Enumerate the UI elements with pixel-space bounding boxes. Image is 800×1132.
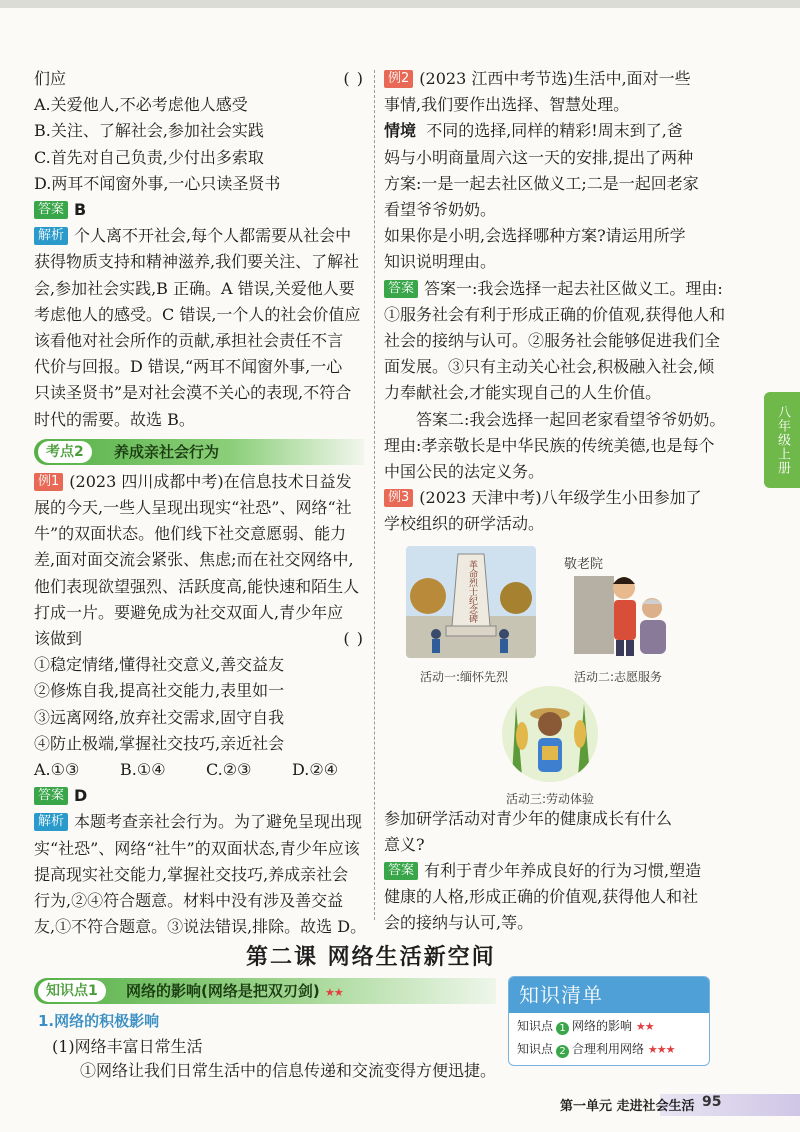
option-a: A.关爱他人,不必考虑他人感受 (34, 95, 248, 115)
example1-line: 该做到 ( ) (34, 629, 364, 649)
analysis-line: 时代的需要。故选 B。 (34, 409, 195, 429)
example2-line: 例2 (2023 江西中考节选)生活中,面对一些 (384, 66, 724, 92)
right-column (384, 66, 724, 937)
scenario-label: 情境 (384, 121, 417, 141)
analysis-line: 代价与回报。D 错误,“两耳不闻窗外事,一心 (34, 357, 343, 377)
example3-question: 参加研学活动对青少年的健康成长有什么 (384, 808, 673, 828)
activity-illustrations-bottom (384, 686, 724, 806)
lesson-title: 第二课 网络生活新空间 (246, 945, 496, 970)
kaodian-title: 养成亲社会行为 (114, 442, 220, 461)
page-number: 95 (702, 1094, 722, 1110)
option-c: C.首先对自己负责,少付出多索取 (34, 147, 264, 167)
knowledge-list-item: 知识点 1 网络的影响 ★★ (517, 1019, 654, 1034)
example1-answer: 答案 D (34, 783, 364, 809)
example3-answer: 答案 有利于青少年养成良好的行为习惯,塑造 (384, 858, 724, 884)
example1-item: ④防止极端,掌握社交技巧,亲近社会 (34, 733, 285, 753)
example3-question: 意义? (384, 834, 425, 854)
example3-line: 学校组织的研学活动。 (384, 514, 545, 534)
scenario-line: 看望爷爷奶奶。 (384, 200, 497, 220)
monument-illustration (406, 546, 536, 658)
analysis-line: 考虑他人的感受。C 错误,一个人的社会价值应 (34, 304, 361, 324)
example1-line: 他们表现欲望强烈、活跃度高,能快速和陌生人 (34, 576, 360, 596)
example2-line: 事情,我们要作出选择、智慧处理。 (384, 95, 630, 115)
answer1-line: 力奉献社会,才能实现自己的人生价值。 (384, 383, 662, 403)
question-line: 知识说明理由。 (384, 252, 497, 272)
example3-answer: 会的接纳与认可,等。 (384, 913, 534, 933)
activity-illustrations-top (384, 546, 724, 686)
analysis-line: 会,参加社会实践,B 正确。A 错误,关爱他人要 (34, 278, 355, 298)
answer2-line: 理由:孝亲敬长是中华民族的传统美德,也是每个 (384, 435, 715, 455)
knowledge-list-box (508, 976, 710, 1066)
column-divider (374, 70, 375, 920)
left-column (34, 66, 367, 941)
example1-options: A.①③ B.①④ C.②③ D.②④ (34, 760, 339, 780)
caption-activity1: 活动一:缅怀先烈 (420, 669, 509, 684)
answer1-line: 答案 答案一:我会选择一起去社区做义工。理由: (384, 276, 724, 302)
analysis-line: 只读圣贤书”是对社会漠不关心的表现,不符合 (34, 383, 352, 403)
unit-title: 第一单元 走进社会生活 (560, 1099, 695, 1114)
knowledge-list-item: 知识点 2 合理利用网络 ★★★ (517, 1042, 675, 1057)
scenario-line: 妈与小明商量周六这一天的安排,提出了两种 (384, 147, 694, 167)
example3-line: 例3 (2023 天津中考)八年级学生小田参加了 (384, 485, 724, 511)
caption-activity3: 活动三:劳动体验 (506, 791, 595, 806)
option-d: D.两耳不闻窗外事,一心只读圣贤书 (34, 173, 281, 193)
sub-subheading: (1)网络丰富日常生活 (52, 1037, 203, 1056)
example1-line: 差,面对面交流会紧张、焦虑;而在社交网络中, (34, 550, 354, 570)
analysis-line: 解析 个人离不开社会,每个人都需要从社会中 (34, 223, 364, 249)
example1-analysis: 行为,②④符合题意。材料中没有涉及善交益 (34, 891, 344, 911)
subheading: 1.网络的积极影响 (38, 1012, 160, 1030)
star-rating: ★★ (324, 986, 343, 999)
example1-analysis: 解析 本题考查亲社会行为。为了避免呈现出现 (34, 809, 364, 835)
scenario-line: 方案:一是一起去社区做义工;二是一起回老家 (384, 173, 699, 193)
analysis-tag: 解析 (34, 227, 68, 245)
monument-text: 革命烈士纪念碑 (467, 559, 477, 623)
question-line: 如果你是小明,会选择哪种方案?请运用所学 (384, 226, 686, 246)
answer-tag: 答案 (34, 201, 68, 219)
answer-line: 答案 B (34, 197, 364, 223)
kaodian-label: 考点2 (38, 441, 92, 463)
answer2-line: 答案二:我会选择一起回老家看望爷爷奶奶。 (416, 409, 726, 429)
example1-item: ②修炼自我,提高社交能力,表里如一 (34, 681, 285, 701)
example1-line: 牛”的双面状态。他们线下社交意愿弱、能力 (34, 524, 347, 544)
page-footer (0, 1092, 800, 1118)
example1-analysis: 提高现实社交能力,掌握社交技巧,养成亲社会 (34, 864, 349, 884)
knowledge-point-title: 网络的影响(网络是把双刃剑) ★★ (126, 982, 343, 1000)
answer1-line: 社会的接纳与认可。②服务社会能够促进我们全 (384, 331, 721, 351)
volunteer-illustration (556, 548, 686, 658)
farm-illustration (502, 686, 598, 782)
answer1-line: ①服务社会有利于形成正确的价值观,获得他人和 (384, 304, 726, 324)
body-text: ①网络让我们日常生活中的信息传递和交流变得方便迅捷。 (80, 1061, 497, 1080)
scenario-line: 情境 不同的选择,同样的精彩!周末到了,爸 (384, 121, 683, 141)
answer2-line: 中国公民的法定义务。 (384, 462, 545, 482)
caption-activity2: 活动二:志愿服务 (574, 669, 663, 684)
example1-line: 打成一片。要避免成为社交双面人,青少年应 (34, 602, 344, 622)
grade-side-tab: 八年级上册 (764, 392, 800, 488)
example-tag: 例1 (34, 473, 63, 491)
example3-answer: 健康的人格,形成正确的价值观,获得他人和社 (384, 887, 699, 907)
example1-item: ①稳定情绪,懂得社交意义,善交益友 (34, 655, 285, 675)
example1-item: ③远离网络,放弃社交需求,固守自我 (34, 707, 285, 727)
knowledge-list-title: 知识清单 (509, 977, 709, 1013)
knowledge-point-header (34, 978, 496, 1004)
answer1-line: 面发展。③只有主动关心社会,积极融入社会,倾 (384, 357, 715, 377)
analysis-line: 该看他对社会所作的贡献,承担社会责任不言 (34, 331, 344, 351)
question-stem-line: 们应 ( ) (34, 69, 364, 88)
example1-analysis: 实“社恐”、网络“社牛”的双面状态,青少年应该 (34, 838, 360, 858)
nursing-home-label: 敬老院 (564, 556, 604, 572)
example1-line: 展的今天,一些人呈现出现实“社恐”、网络“社 (34, 498, 352, 518)
example1-analysis: 友,①不符合题意。③说法错误,排除。故选 D。 (34, 917, 367, 937)
option-b: B.关注、了解社会,参加社会实践 (34, 121, 264, 141)
example1-line: 例1 (2023 四川成都中考)在信息技术日益发 (34, 469, 364, 495)
analysis-line: 获得物质支持和精神滋养,我们要关注、了解社 (34, 252, 360, 272)
top-edge (0, 0, 800, 8)
kaodian-header (34, 439, 364, 465)
knowledge-point-label: 知识点1 (38, 980, 106, 1002)
